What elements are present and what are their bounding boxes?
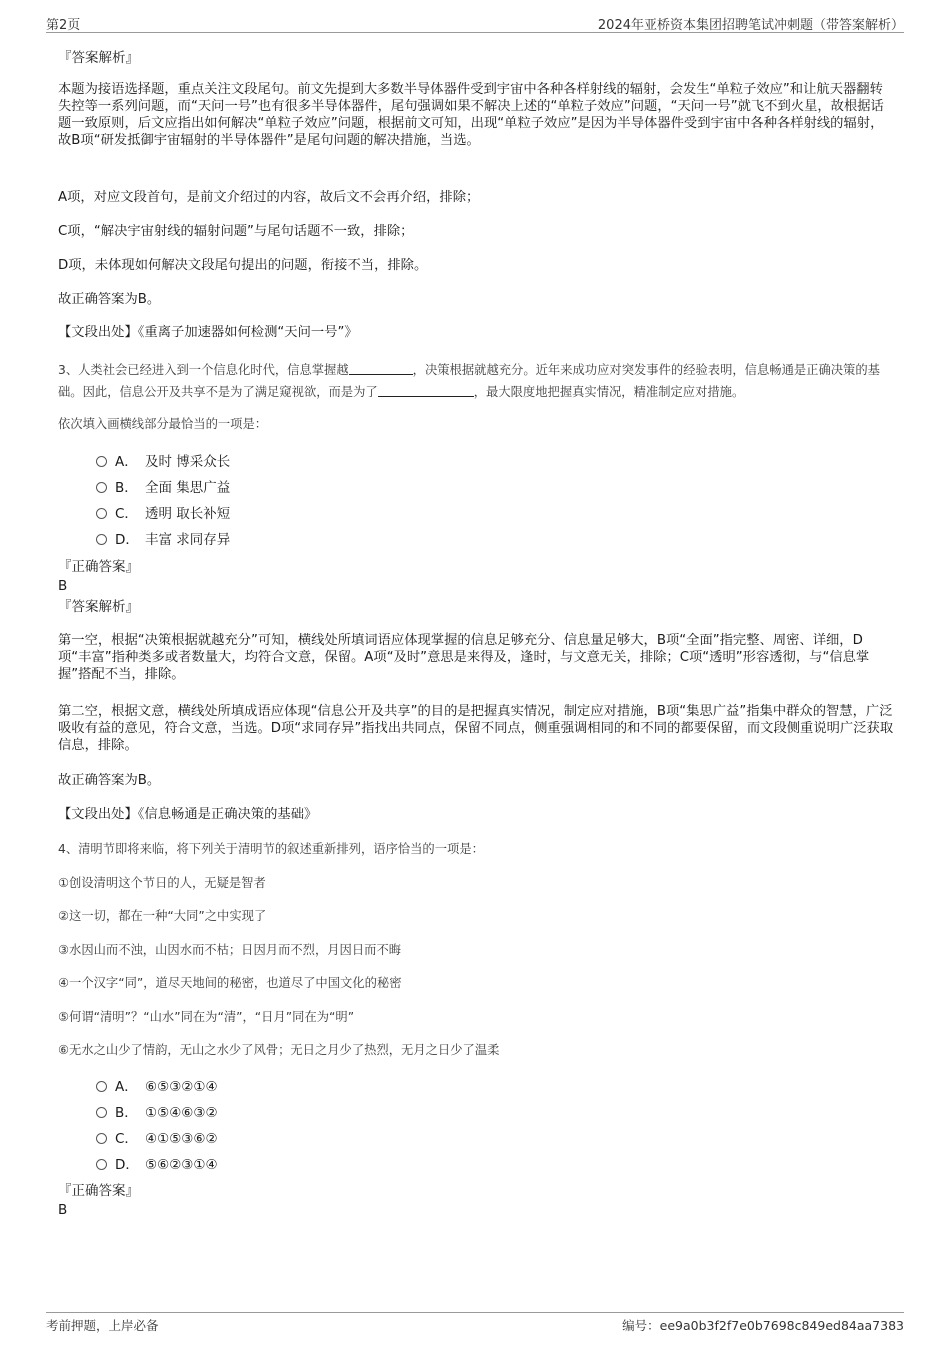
q4-option-c[interactable]: C． ④①⑤③⑥② <box>96 1130 218 1148</box>
q3-blank-1 <box>349 362 413 375</box>
radio-icon[interactable] <box>96 1133 107 1144</box>
q3-analysis-para2: 第二空，根据文意，横线处所填成语应体现“信息公开及共享”的目的是把握真实情况，制定应对措施，B项“集思广益”指集中群众的智慧，广泛吸收有益的意见，符合文意，当选。D项“求同存异”指找出共同点，保留不同点，侧重强调相同的和不同的都要保留，而文段侧重说明广泛获取信息，排除。 <box>58 704 894 753</box>
q3-analysis-para1: 第一空，根据“决策根据就越充分”可知，横线处所填词语应体现掌握的信息足够充分、信息量足够大，B项“全面”指完整、周密、详细，D项“丰富”指种类多或者数量大，均符合文意，保留。A项“及时”意思是来得及，逢时，与文意无关，排除；C项“透明”形容透彻，与“信息掌握”搭配不当，排除。 <box>58 633 870 682</box>
q2-answer-statement: 故正确答案为B。 <box>58 292 161 307</box>
q2-analysis-para2: A项，对应文段首句，是前文介绍过的内容，故后文不会再介绍，排除； <box>58 190 480 205</box>
radio-icon[interactable] <box>96 1081 107 1092</box>
document-title: 2024年亚桥资本集团招聘笔试冲刺题（带答案解析） <box>597 18 904 33</box>
q3-option-d[interactable]: D． 丰富 求同存异 <box>96 531 230 549</box>
q4-option-d[interactable]: D． ⑤⑥②③①④ <box>96 1156 218 1174</box>
document-id: 编号：ee9a0b3f2f7e0b7698c849ed84aa7383 <box>622 1318 904 1333</box>
radio-icon[interactable] <box>96 456 107 467</box>
q3-blank-2 <box>378 384 474 397</box>
q4-item-2: ②这一切，都在一种“大同”之中实现了 <box>58 909 267 923</box>
q3-source: 【文段出处】《信息畅通是正确决策的基础》 <box>58 807 318 822</box>
q3-stem-part2: ，决策根据就越充分。近年来成功应对突发事件的经验表明，信息畅通是正确决策的基础。因此，信息公开及共享不是为了满足窥视欲，而是为了 <box>58 363 880 399</box>
radio-icon[interactable] <box>96 482 107 493</box>
q2-analysis-label: 『答案解析』 <box>58 50 139 66</box>
q3-answer-statement: 故正确答案为B。 <box>58 773 161 788</box>
q4-option-a[interactable]: A． ⑥⑤③②①④ <box>96 1078 218 1096</box>
q4-answer: B <box>58 1202 68 1218</box>
q3-prompt: 依次填入画横线部分最恰当的一项是： <box>58 417 268 431</box>
q2-analysis-para4: D项，未体现如何解决文段尾句提出的问题，衔接不当，排除。 <box>58 258 428 273</box>
radio-icon[interactable] <box>96 1107 107 1118</box>
q2-source: 【文段出处】《重离子加速器如何检测“天问一号”》 <box>58 325 358 340</box>
radio-icon[interactable] <box>96 534 107 545</box>
radio-icon[interactable] <box>96 1159 107 1170</box>
q3-option-a[interactable]: A． 及时 博采众长 <box>96 453 230 471</box>
page-header <box>46 12 904 33</box>
q4-item-6: ⑥无水之山少了情韵，无山之水少了风骨；无日之月少了热烈，无月之日少了温柔 <box>58 1043 500 1057</box>
q2-analysis-para1: 本题为接语选择题，重点关注文段尾句。前文先提到大多数半导体器件受到宇宙中各种各样射线的辐射，会发生“单粒子效应”和让航天器翻转失控等一系列问题，而“天问一号”也有很多半导体器件，尾句强调如果不解决上述的“单粒子效应”问题，“天问一号”就飞不到火星，故根据话题一致原则，后文应指出如何解决“单粒子效应”问题，根据前文可知，出现“单粒子效应”是因为半导体器件受到宇宙中各种各样射线的辐射，故B项“研发抵御宇宙辐射的半导体器件”是尾句问题的解决措施，当选。 <box>58 82 884 148</box>
q3-option-c[interactable]: C． 透明 取长补短 <box>96 505 230 523</box>
q3-stem-part1: 3、人类社会已经进入到一个信息化时代，信息掌握越 <box>58 363 349 377</box>
q4-stem: 4、清明节即将来临，将下列关于清明节的叙述重新排列，语序恰当的一项是： <box>58 842 484 856</box>
q4-answer-label: 『正确答案』 <box>58 1183 139 1199</box>
q2-analysis-para3: C项，“解决宇宙射线的辐射问题”与尾句话题不一致，排除； <box>58 224 414 239</box>
q3-answer: B <box>58 578 68 594</box>
footer-slogan: 考前押题，上岸必备 <box>46 1318 159 1333</box>
q3-stem-part3: ，最大限度地把握真实情况，精准制定应对措施。 <box>473 385 745 399</box>
q3-stem <box>58 359 896 403</box>
radio-icon[interactable] <box>96 508 107 519</box>
q3-answer-label: 『正确答案』 <box>58 559 139 575</box>
q4-item-4: ④一个汉字“同”，道尽天地间的秘密，也道尽了中国文化的秘密 <box>58 976 402 990</box>
page-footer <box>46 1312 904 1335</box>
q4-item-1: ①创设清明这个节日的人，无疑是智者 <box>58 876 266 890</box>
q4-option-b[interactable]: B． ①⑤④⑥③② <box>96 1104 218 1122</box>
q4-item-3: ③水因山而不浊，山因水而不枯；日因月而不烈，月因日而不晦 <box>58 943 402 957</box>
page-number: 第2页 <box>46 18 81 33</box>
q3-analysis-label: 『答案解析』 <box>58 599 139 615</box>
q4-item-5: ⑤何谓“清明”？“山水”同在为“清”，“日月”同在为“明” <box>58 1010 355 1024</box>
q3-option-b[interactable]: B． 全面 集思广益 <box>96 479 230 497</box>
